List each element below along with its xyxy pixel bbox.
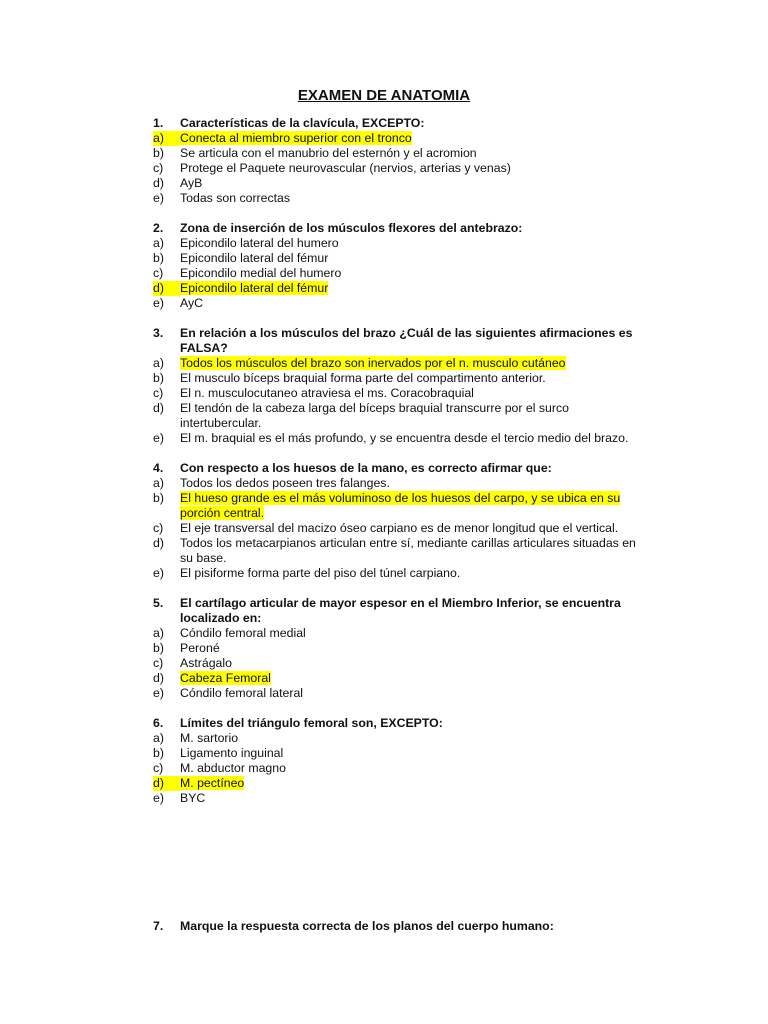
question-text: Marque la respuesta correcta de los planos del cuerpo humano: xyxy=(180,919,554,933)
answer-option xyxy=(153,671,653,686)
option-letter: d) xyxy=(153,671,164,685)
option-text: M. sartorio xyxy=(180,731,239,745)
option-letter: a) xyxy=(153,476,164,490)
option-letter: d) xyxy=(153,536,164,550)
answer-option xyxy=(153,131,653,146)
option-text: M. abductor magno xyxy=(180,761,286,775)
option-text: El musculo bíceps braquial forma parte del compartimento anterior. xyxy=(180,371,546,385)
question-text: El cartílago articular de mayor espesor en el Miembro Inferior, se encuentra localizado en: xyxy=(180,596,621,625)
answer-option xyxy=(153,761,653,776)
option-letter: c) xyxy=(153,761,164,775)
option-text: AyB xyxy=(180,176,203,190)
option-letter: c) xyxy=(153,161,164,175)
answer-option xyxy=(153,146,653,161)
option-letter: b) xyxy=(153,371,164,385)
option-letter: e) xyxy=(153,296,164,310)
answer-option xyxy=(153,281,653,296)
answer-option xyxy=(153,191,653,206)
option-text: El m. braquial es el más profundo, y se encuentra desde el tercio medio del brazo. xyxy=(180,431,629,445)
option-letter: d) xyxy=(153,776,180,791)
question-number: 6. xyxy=(153,716,164,730)
option-letter: b) xyxy=(153,746,164,760)
question-3 xyxy=(153,326,653,446)
option-text: El tendón de la cabeza larga del bíceps braquial transcurre por el surco intertubercular. xyxy=(180,401,569,430)
question-1 xyxy=(153,116,653,206)
option-letter: e) xyxy=(153,566,164,580)
answer-option xyxy=(153,626,653,641)
question-header xyxy=(153,596,653,626)
question-number: 4. xyxy=(153,461,164,475)
option-text: AyC xyxy=(180,296,204,310)
option-letter: e) xyxy=(153,686,164,700)
option-letter: c) xyxy=(153,656,164,670)
option-text: Cóndilo femoral lateral xyxy=(180,686,304,700)
answer-option xyxy=(153,386,653,401)
question-number: 5. xyxy=(153,596,164,610)
option-letter: a) xyxy=(153,131,180,146)
option-text: Astrágalo xyxy=(180,656,232,670)
highlighted-answer: Epicondilo lateral del fémur xyxy=(180,281,329,295)
option-text: Epicondilo medial del humero xyxy=(180,266,342,280)
question-text: En relación a los músculos del brazo ¿Cuál de las siguientes afirmaciones es FALSA? xyxy=(180,326,633,355)
option-letter: a) xyxy=(153,356,164,370)
option-letter: a) xyxy=(153,731,164,745)
option-text: Peroné xyxy=(180,641,220,655)
option-letter: b) xyxy=(153,251,164,265)
option-letter: c) xyxy=(153,521,164,535)
option-text: El pisiforme forma parte del piso del túnel carpiano. xyxy=(180,566,461,580)
option-letter: c) xyxy=(153,266,164,280)
answer-option xyxy=(153,776,653,791)
question-text: Con respecto a los huesos de la mano, es correcto afirmar que: xyxy=(180,461,552,475)
answer-option xyxy=(153,266,653,281)
question-5 xyxy=(153,596,653,701)
option-text: Todos los dedos poseen tres falanges. xyxy=(180,476,390,490)
highlighted-answer: El hueso grande es el más voluminoso de los huesos del carpo, y se ubica en su porción central. xyxy=(180,491,621,520)
highlighted-answer: Todos los músculos del brazo son inervados por el n. musculo cutáneo xyxy=(180,356,566,370)
question-2 xyxy=(153,221,653,311)
option-letter: b) xyxy=(153,491,164,505)
question-number: 3. xyxy=(153,326,164,340)
answer-option xyxy=(153,656,653,671)
answer-option xyxy=(153,161,653,176)
question-text: Límites del triángulo femoral son, EXCEPTO: xyxy=(180,716,443,730)
option-letter: e) xyxy=(153,431,164,445)
answer-option xyxy=(153,356,653,371)
option-letter: c) xyxy=(153,386,164,400)
question-text: Zona de inserción de los músculos flexores del antebrazo: xyxy=(180,221,523,235)
option-text: El n. musculocutaneo atraviesa el ms. Coracobraquial xyxy=(180,386,474,400)
highlighted-answer: Conecta al miembro superior con el tronco xyxy=(180,131,412,145)
page-title: EXAMEN DE ANATOMIA xyxy=(297,87,471,104)
answer-option xyxy=(153,476,653,491)
question-header xyxy=(153,116,653,131)
question-header xyxy=(153,716,653,731)
option-text: Cóndilo femoral medial xyxy=(180,626,306,640)
option-letter: a) xyxy=(153,626,164,640)
question-number: 2. xyxy=(153,221,164,235)
questions-list xyxy=(153,116,653,821)
answer-option xyxy=(153,521,653,536)
answer-option xyxy=(153,746,653,761)
option-text: Protege el Paquete neurovascular (nervios, arterias y venas) xyxy=(180,161,511,175)
option-letter: d) xyxy=(153,176,164,190)
answer-option xyxy=(153,641,653,656)
question-4 xyxy=(153,461,653,581)
question-number: 1. xyxy=(153,116,164,130)
answer-option xyxy=(153,296,653,311)
answer-option xyxy=(153,431,653,446)
option-text: Epicondilo lateral del humero xyxy=(180,236,339,250)
question-header xyxy=(153,221,653,236)
question-7 xyxy=(153,919,653,934)
option-text: Se articula con el manubrio del esternón y el acromion xyxy=(180,146,477,160)
highlighted-answer: M. pectíneo xyxy=(180,776,245,790)
answer-option xyxy=(153,251,653,266)
option-letter: d) xyxy=(153,281,180,296)
option-text: Todas son correctas xyxy=(180,191,291,205)
answer-option xyxy=(153,536,653,566)
question-number: 7. xyxy=(153,919,164,933)
option-text: Ligamento inguinal xyxy=(180,746,284,760)
answer-option xyxy=(153,686,653,701)
option-letter: b) xyxy=(153,146,164,160)
option-letter: a) xyxy=(153,236,164,250)
option-letter: d) xyxy=(153,401,164,415)
answer-option xyxy=(153,791,653,806)
answer-option xyxy=(153,491,653,521)
option-letter: b) xyxy=(153,641,164,655)
option-text: Todos los metacarpianos articulan entre sí, mediante carillas articulares situadas en su base. xyxy=(180,536,636,565)
highlighted-answer: Cabeza Femoral xyxy=(180,671,271,685)
option-text: Epicondilo lateral del fémur xyxy=(180,251,329,265)
question-6 xyxy=(153,716,653,806)
option-letter: e) xyxy=(153,791,164,805)
option-text: El eje transversal del macizo óseo carpiano es de menor longitud que el vertical. xyxy=(180,521,619,535)
answer-option xyxy=(153,236,653,251)
answer-option xyxy=(153,731,653,746)
answer-option xyxy=(153,176,653,191)
option-letter: e) xyxy=(153,191,164,205)
question-header xyxy=(153,461,653,476)
answer-option xyxy=(153,566,653,581)
answer-option xyxy=(153,401,653,431)
question-text: Características de la clavícula, EXCEPTO: xyxy=(180,116,425,130)
option-text: BYC xyxy=(180,791,206,805)
answer-option xyxy=(153,371,653,386)
question-header xyxy=(153,326,653,356)
